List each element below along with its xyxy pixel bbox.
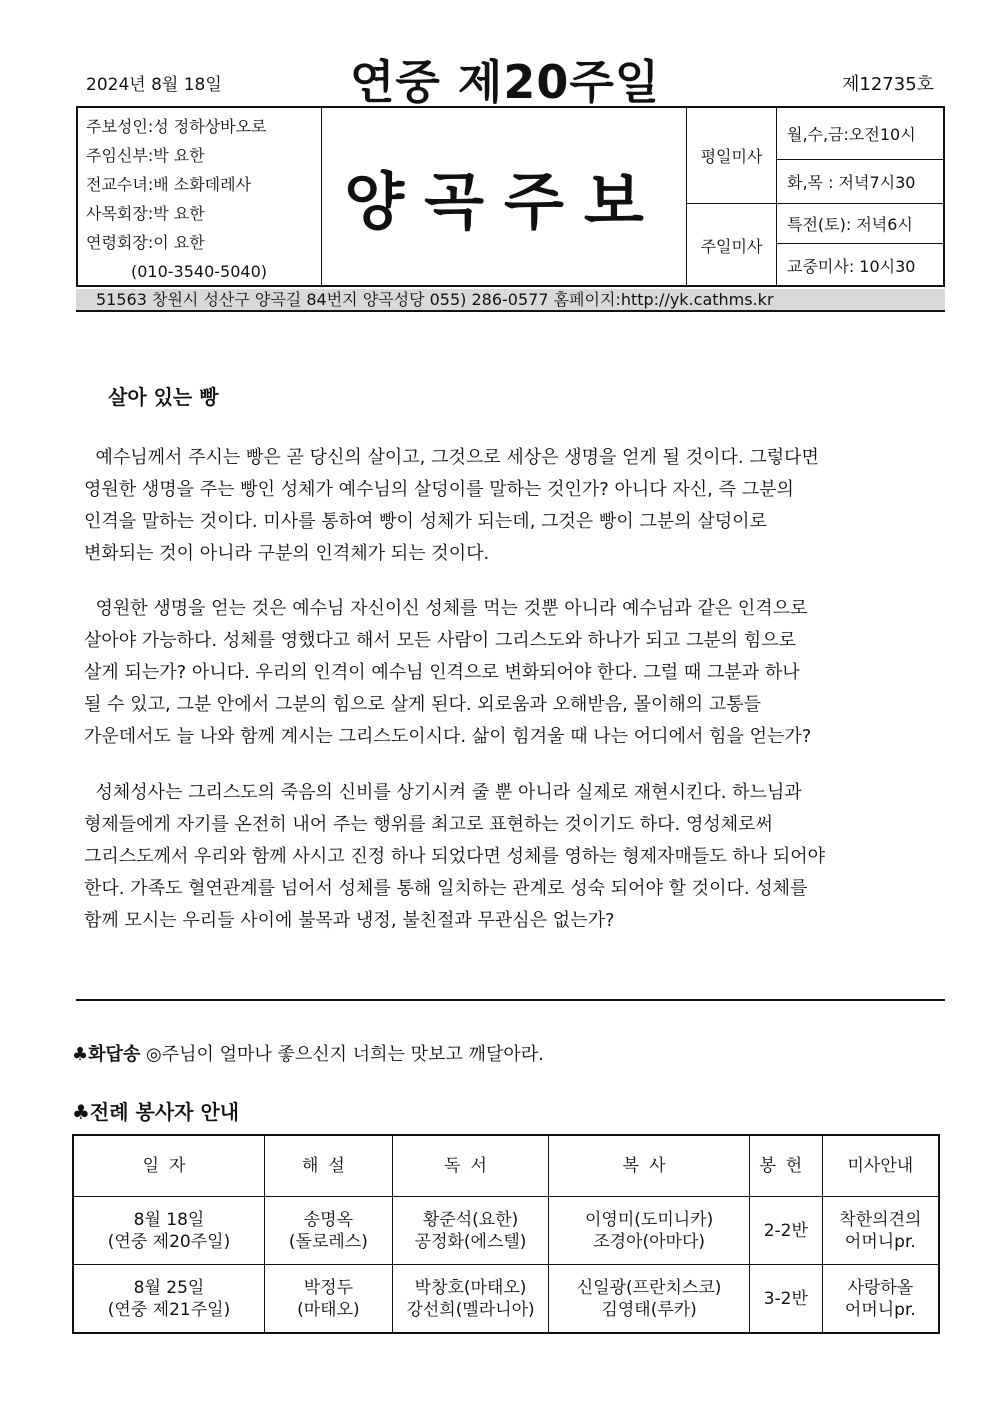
essay-line: 변화되는 것이 아니라 구분의 인격체가 되는 것이다. [84, 543, 490, 564]
row-date-cell [73, 1197, 265, 1265]
bulletin-date: 2024년 8월 18일 [86, 75, 222, 95]
service-table [72, 1134, 940, 1334]
essay-line: 그리스도께서 우리와 함께 사시고 진정 하나 되었다면 성체를 영하는 형제자매들도 하나 되어야 [84, 846, 826, 867]
staff-pastor: 주임신부:박 요한 [86, 146, 205, 165]
essay-paragraph-1 [84, 442, 944, 570]
essay-line: 될 수 있고, 그분 안에서 그분의 힘으로 살게 된다. 외로움과 오해받음, 몰이해의 고통들 [84, 694, 762, 715]
server-name: 신일광(프란치스코) [576, 1277, 722, 1298]
guide-line: 어머니pr. [844, 1231, 916, 1252]
col-mass-guide: 미사안내 [822, 1135, 939, 1197]
responsorial-psalm [72, 1040, 544, 1066]
table-row [73, 1197, 939, 1265]
reader-name: 공정화(에스텔) [414, 1231, 527, 1252]
staff-sister: 전교수녀:배 소화데레사 [86, 175, 252, 194]
row-readers-cell [392, 1197, 549, 1265]
table-header-row [73, 1135, 939, 1197]
guide-line: 착한의견의 [839, 1209, 922, 1230]
essay-line: 영원한 생명을 주는 빵인 성체가 예수님의 살덩이를 말하는 것인가? 아니다 자신, 즉 그분의 [84, 479, 794, 500]
row-commentator-cell [265, 1265, 393, 1334]
col-reader: 독서 [392, 1135, 549, 1197]
staff-funeral-president: 연령회장:이 요한 [86, 233, 205, 252]
psalm-label: ♣화답송 [72, 1044, 141, 1065]
weekday-mass-time-1: 월,수,금:오전10시 [777, 108, 945, 160]
page-title: 연중 제20주일 [350, 55, 661, 109]
row-readers-cell [392, 1265, 549, 1334]
sunday-mass-time-2: 교중미사: 10시30 [787, 257, 916, 276]
essay-line: 인격을 말하는 것이다. 미사를 통하여 빵이 성체가 되는데, 그것은 빵이 그분의 살덩이로 [84, 511, 767, 532]
server-name: 이영미(도미니카) [585, 1209, 714, 1230]
col-offering: 봉헌 [749, 1135, 822, 1197]
reader-name: 황준석(요한) [422, 1209, 519, 1230]
staff-council-president: 사목회장:박 요한 [86, 204, 205, 223]
masthead [76, 106, 945, 287]
table-row [73, 1265, 939, 1334]
server-name: 김영태(루카) [601, 1299, 697, 1320]
row-guide-cell [822, 1197, 939, 1265]
staff-patron: 주보성인:성 정하상바오로 [86, 117, 267, 136]
row-servers-cell [549, 1197, 750, 1265]
commentator-saint: (마태오) [297, 1299, 360, 1320]
essay-line: 함께 모시는 우리들 사이에 불목과 냉정, 불친절과 무관심은 없는가? [84, 910, 615, 931]
section-divider [76, 999, 945, 1001]
row-guide-cell [822, 1265, 939, 1334]
essay-paragraph-2 [84, 593, 944, 753]
guide-line: 어머니pr. [844, 1299, 916, 1320]
commentator-name: 박정두 [303, 1277, 354, 1298]
psalm-text: ◎주님이 얼마나 좋으신지 너희는 맛보고 깨달아라. [140, 1044, 544, 1065]
staff-list [78, 108, 322, 285]
weekday-mass-label: 평일미사 [687, 108, 777, 204]
row-sunday: (연중 제21주일) [107, 1299, 231, 1320]
essay-line: 영원한 생명을 얻는 것은 예수님 자신이신 성체를 먹는 것뿐 아니라 예수님과 같은 인격으로 [84, 598, 808, 619]
essay-paragraph-3 [84, 777, 944, 937]
row-date-cell [73, 1265, 265, 1334]
row-offering: 2-2반 [749, 1197, 822, 1265]
row-sunday: (연중 제20주일) [107, 1231, 231, 1252]
weekday-mass-time-2: 화,목 : 저녁7시30 [777, 160, 945, 204]
server-name: 조경아(아마다) [593, 1231, 705, 1252]
row-offering: 3-2반 [749, 1265, 822, 1334]
col-date: 일자 [73, 1135, 265, 1197]
bulletin-name: 양곡주보 [322, 108, 687, 285]
col-commentator: 해설 [265, 1135, 393, 1197]
essay-line: 성체성사는 그리스도의 죽음의 신비를 상기시켜 줄 뿐 아니라 실제로 재현시킨다. 하느님과 [84, 782, 802, 803]
row-date: 8월 25일 [133, 1277, 205, 1298]
essay-line: 살게 되는가? 아니다. 우리의 인격이 예수님 인격으로 변화되어야 한다. 그럴 때 그분과 하나 [84, 662, 800, 683]
col-server: 복사 [549, 1135, 750, 1197]
essay-line: 가운데서도 늘 나와 함께 계시는 그리스도이시다. 삶이 힘겨울 때 나는 어디에서 힘을 얻는가? [84, 726, 812, 747]
essay-line: 한다. 가족도 혈연관계를 넘어서 성체를 통해 일치하는 관계로 성숙 되어야 할 것이다. 성체를 [84, 878, 808, 899]
essay-title: 살아 있는 빵 [108, 385, 219, 409]
guide-line: 사랑하올 [847, 1277, 914, 1298]
service-heading: ♣전례 봉사자 안내 [72, 1100, 240, 1124]
row-commentator-cell [265, 1197, 393, 1265]
commentator-saint: (돌로레스) [288, 1231, 368, 1252]
essay-line: 형제들에게 자기를 온전히 내어 주는 행위를 최고로 표현하는 것이기도 하다. 영성체로써 [84, 814, 773, 835]
reader-name: 강선희(멜라니아) [406, 1299, 535, 1320]
reader-name: 박창호(마태오) [414, 1277, 527, 1298]
essay-line: 살아야 가능하다. 성체를 영했다고 해서 모든 사람이 그리스도와 하나가 되고 그분의 힘으로 [84, 630, 797, 651]
staff-phone: (010-3540-5040) [131, 262, 268, 281]
row-servers-cell [549, 1265, 750, 1334]
essay-line: 예수님께서 주시는 빵은 곧 당신의 살이고, 그것으로 세상은 생명을 얻게 될 것이다. 그렇다면 [84, 447, 819, 468]
sunday-mass-time-1: 특전(토): 저녁6시 [777, 204, 945, 244]
sunday-mass-label: 주일미사 [687, 204, 777, 287]
address-bar: 51563 창원시 성산구 양곡길 84번지 양곡성당 055) 286-0577 홈페이지:http://yk.cathms.kr [76, 289, 945, 312]
row-date: 8월 18일 [133, 1209, 205, 1230]
commentator-name: 송명옥 [303, 1209, 354, 1230]
issue-number: 제12735호 [842, 74, 935, 95]
